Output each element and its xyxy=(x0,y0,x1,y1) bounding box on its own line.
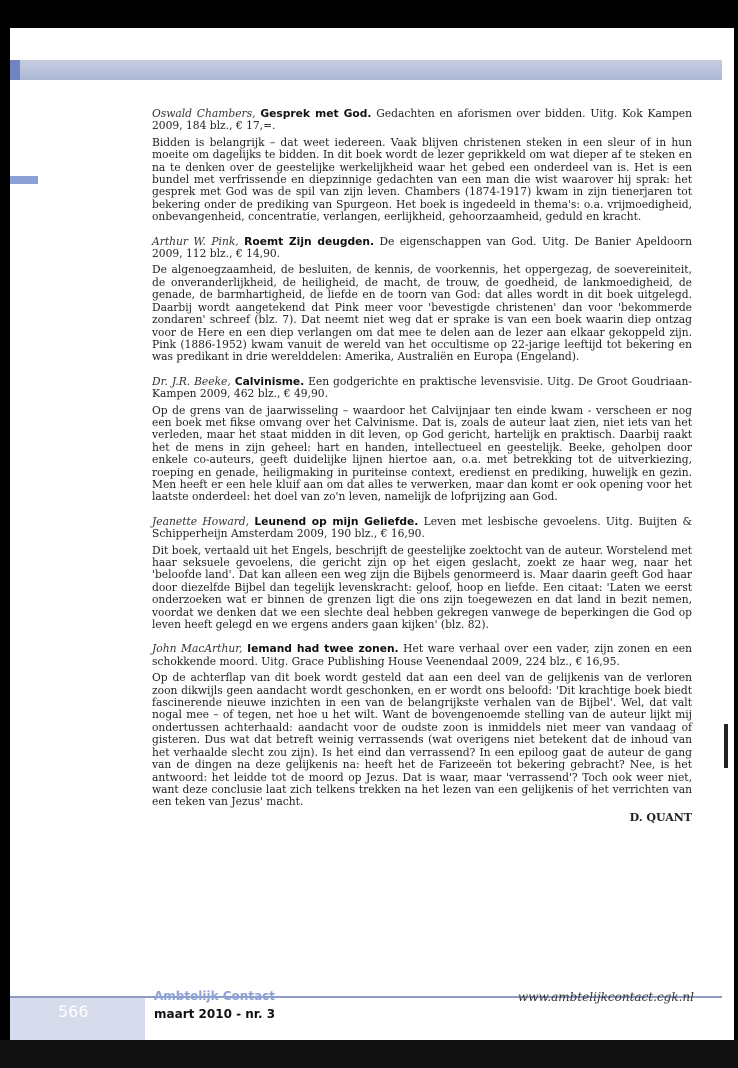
book-details: Gedachten en aforismen over bidden. Uitg. Kok Kampen 2009, 184 blz., € 17,=. xyxy=(152,107,692,133)
book-details: Het ware verhaal over een vader, zijn zonen en een schokkende moord. Uitg. Grace Publishing House Veenendaal 2009, 224 blz., € 16,95. xyxy=(152,642,693,668)
review-entry xyxy=(152,376,692,504)
margin-marker xyxy=(10,176,38,184)
book-author: John MacArthur, xyxy=(152,642,243,656)
review-column xyxy=(152,108,692,836)
book-reference xyxy=(152,108,692,133)
book-title: Calvinisme. xyxy=(234,374,305,388)
scan-top-border xyxy=(0,0,738,28)
book-reference xyxy=(152,236,692,261)
review-entry xyxy=(152,516,692,632)
page-number: 566 xyxy=(58,1002,89,1021)
book-title: Iemand had twee zonen. xyxy=(247,642,399,656)
book-author: Jeanette Howard, xyxy=(152,514,250,528)
book-title: Gesprek met God. xyxy=(260,107,372,120)
book-author: Oswald Chambers, xyxy=(152,107,256,120)
issue-date: maart 2010 - nr. 3 xyxy=(154,1007,276,1021)
review-entry xyxy=(152,108,692,224)
book-details: Een godgerichte en praktische levensvisie. Uitg. De Groot Goudriaan-Kampen 2009, 462 blz., € 49,90. xyxy=(152,374,692,401)
book-reference xyxy=(152,516,692,541)
book-reference xyxy=(152,643,692,668)
header-band xyxy=(10,60,722,80)
book-details: Leven met lesbische gevoelens. Uitg. Buijten & Schipperheijn Amsterdam 2009, 190 blz., € 16,90. xyxy=(152,514,692,541)
review-entry xyxy=(152,236,692,364)
review-text: De algenoegzaamheid, de besluiten, de kennis, de voorkennis, het oppergezag, de soevereiniteit, de onveranderlijkheid, de heiligheid, de macht, de trouw, de goedheid, de lankmoedigheid, de genade, de barmhartigheid, de liefde en de toorn van God: dat alles wordt in dit boek uitgelegd. Daarbij wordt aangetekend dat Pink meer voor 'bevestigde christenen' dan voor 'bekommerde zondaren' schreef (blz. 7). Dat neemt niet weg dat er sprake is van een boek waarin diep ontzag voor de Here en een diep verlangen om dat mee te delen aan de lezer aan elkaar gekoppeld zijn. Pink (1886-1952) kwam vanuit de wereld van het occultisme op 22-jarige leeftijd tot bekering en was predikant in drie werelddelen: Amerika, Australiën en Europa (Engeland). xyxy=(152,263,692,364)
book-author: Dr. J.R. Beeke, xyxy=(152,374,231,388)
review-text: Bidden is belangrijk – dat weet iedereen. Vaak blijven christenen steken in een sleur of in hun moeite om dagelijks te bidden. In dit boek wordt de lezer geprikkeld om wat dieper af te steken en na te denken over de geestelijke werkelijkheid waar het gebed een onderdeel van is. Het is een bundel met verfrissende en diepzinnige gedachten van een man die wist waarover hij sprak: het gesprek met God was de spil van zijn leven. Chambers (1874-1917) kwam in zijn tienerjaren tot bekering onder de prediking van Spurgeon. Het boek is ingedeeld in thema's: o.a. vrijmoedigheid, onbevangenheid, concentratie, verlangen, eerlijkheid, gehoorzaamheid, geduld en kracht. xyxy=(152,135,692,224)
review-text: Op de achterflap van dit boek wordt gesteld dat aan een deel van de gelijkenis van de verloren zoon dikwijls geen aandacht wordt geschonken, en er wordt ons beloofd: 'Dit krachtige boek biedt fascinerende nieuwe inzichten in een van de belangrijkste verhalen van de Bijbel'. Wel, dat valt nogal mee – of tegen, net hoe u het wilt. Want de bovengenoemde stelling van de auteur lijkt mij ondertussen achterhaald: aandacht voor de oudste zoon is inmiddels niet meer van vandaag of gisteren. Dus wat dat betreft weinig verrassends (wat overigens niet betekent dat de inhoud van het verhaalde slecht zou zijn). Is het eind dan verrassend? In een epiloog gaat de auteur de gang van de dingen na deze gelijkenis na: heeft het de Farizeeën tot bekering gebracht? Nee, is het antwoord: het leidde tot de moord op Jezus. Dat is waar, maar 'verrassend'? Toch ook weer niet, want deze conclusie laat zich telkens trekken na het lezen van een gelijkenis of het verrichten van een teken van Jezus' macht. xyxy=(152,671,692,809)
magazine-title: Ambtelijk Contact xyxy=(154,989,276,1003)
review-text: Op de grens van de jaarwisseling – waardoor het Calvijnjaar ten einde kwam - verscheen er nog een boek met fikse omvang over het Calvinisme. Dat is, zoals de auteur laat zien, niet iets van het verleden, maar het staat midden in dit leven, op God gericht, hartelijk en praktisch. Daarbij raakt het de mens in zijn geheel: hart en handen, intellectueel en geestelijk. Beeke, geholpen door enkele co-auteurs, geeft duidelijke lijnen hiertoe aan, o.a. met betrekking tot de uitverkiezing, roeping en genade, heiligmaking in puriteinse context, eredienst en prediking, huwelijk en gezin. Men heeft er een hele kluif aan om dat alles te verwerken, maar dan komt er ook opening voor het laatste onderdeel: het doel van zo'n leven, namelijk de lofprijzing aan God. xyxy=(152,403,692,504)
header-band-edge xyxy=(10,60,20,80)
reviewer-signature: D. QUANT xyxy=(629,810,692,824)
book-title: Leunend op mijn Geliefde. xyxy=(254,514,419,528)
review-text: Dit boek, vertaald uit het Engels, beschrijft de geestelijke zoektocht van de auteur. Worstelend met haar seksuele gevoelens, die gericht zijn op het eigen geslacht, zoekt ze haar weg, naar het 'beloofde land'. Dat kan alleen een weg zijn die Bijbels genormeerd is. Maar daarin geeft God haar door diezelfde Bijbel dan tegelijk levenskracht: geloof, hoop en liefde. Een citaat: 'Laten we eerst onderzoeken wat er binnen de grenzen ligt die ons zijn toegewezen en dat land in bezit nemen, voordat we denken dat we een slechte deal hebben gekregen vanwege de beperkingen die God op leven heeft gelegd en we ergens anders gaan kijken' (blz. 82). xyxy=(152,543,692,632)
book-details: De eigenschappen van God. Uitg. De Banier Apeldoorn 2009, 112 blz., € 14,90. xyxy=(152,234,692,261)
website-url: www.ambtelijkcontact.cgk.nl xyxy=(517,990,694,1004)
right-margin-marker xyxy=(724,724,728,768)
scan-bottom-border xyxy=(0,1040,738,1068)
scan-right-border xyxy=(734,0,738,1040)
book-title: Roemt Zijn deugden. xyxy=(244,234,375,248)
review-entry xyxy=(152,643,692,823)
scan-left-border xyxy=(0,0,10,1040)
book-reference xyxy=(152,376,692,401)
book-author: Arthur W. Pink, xyxy=(152,234,239,248)
